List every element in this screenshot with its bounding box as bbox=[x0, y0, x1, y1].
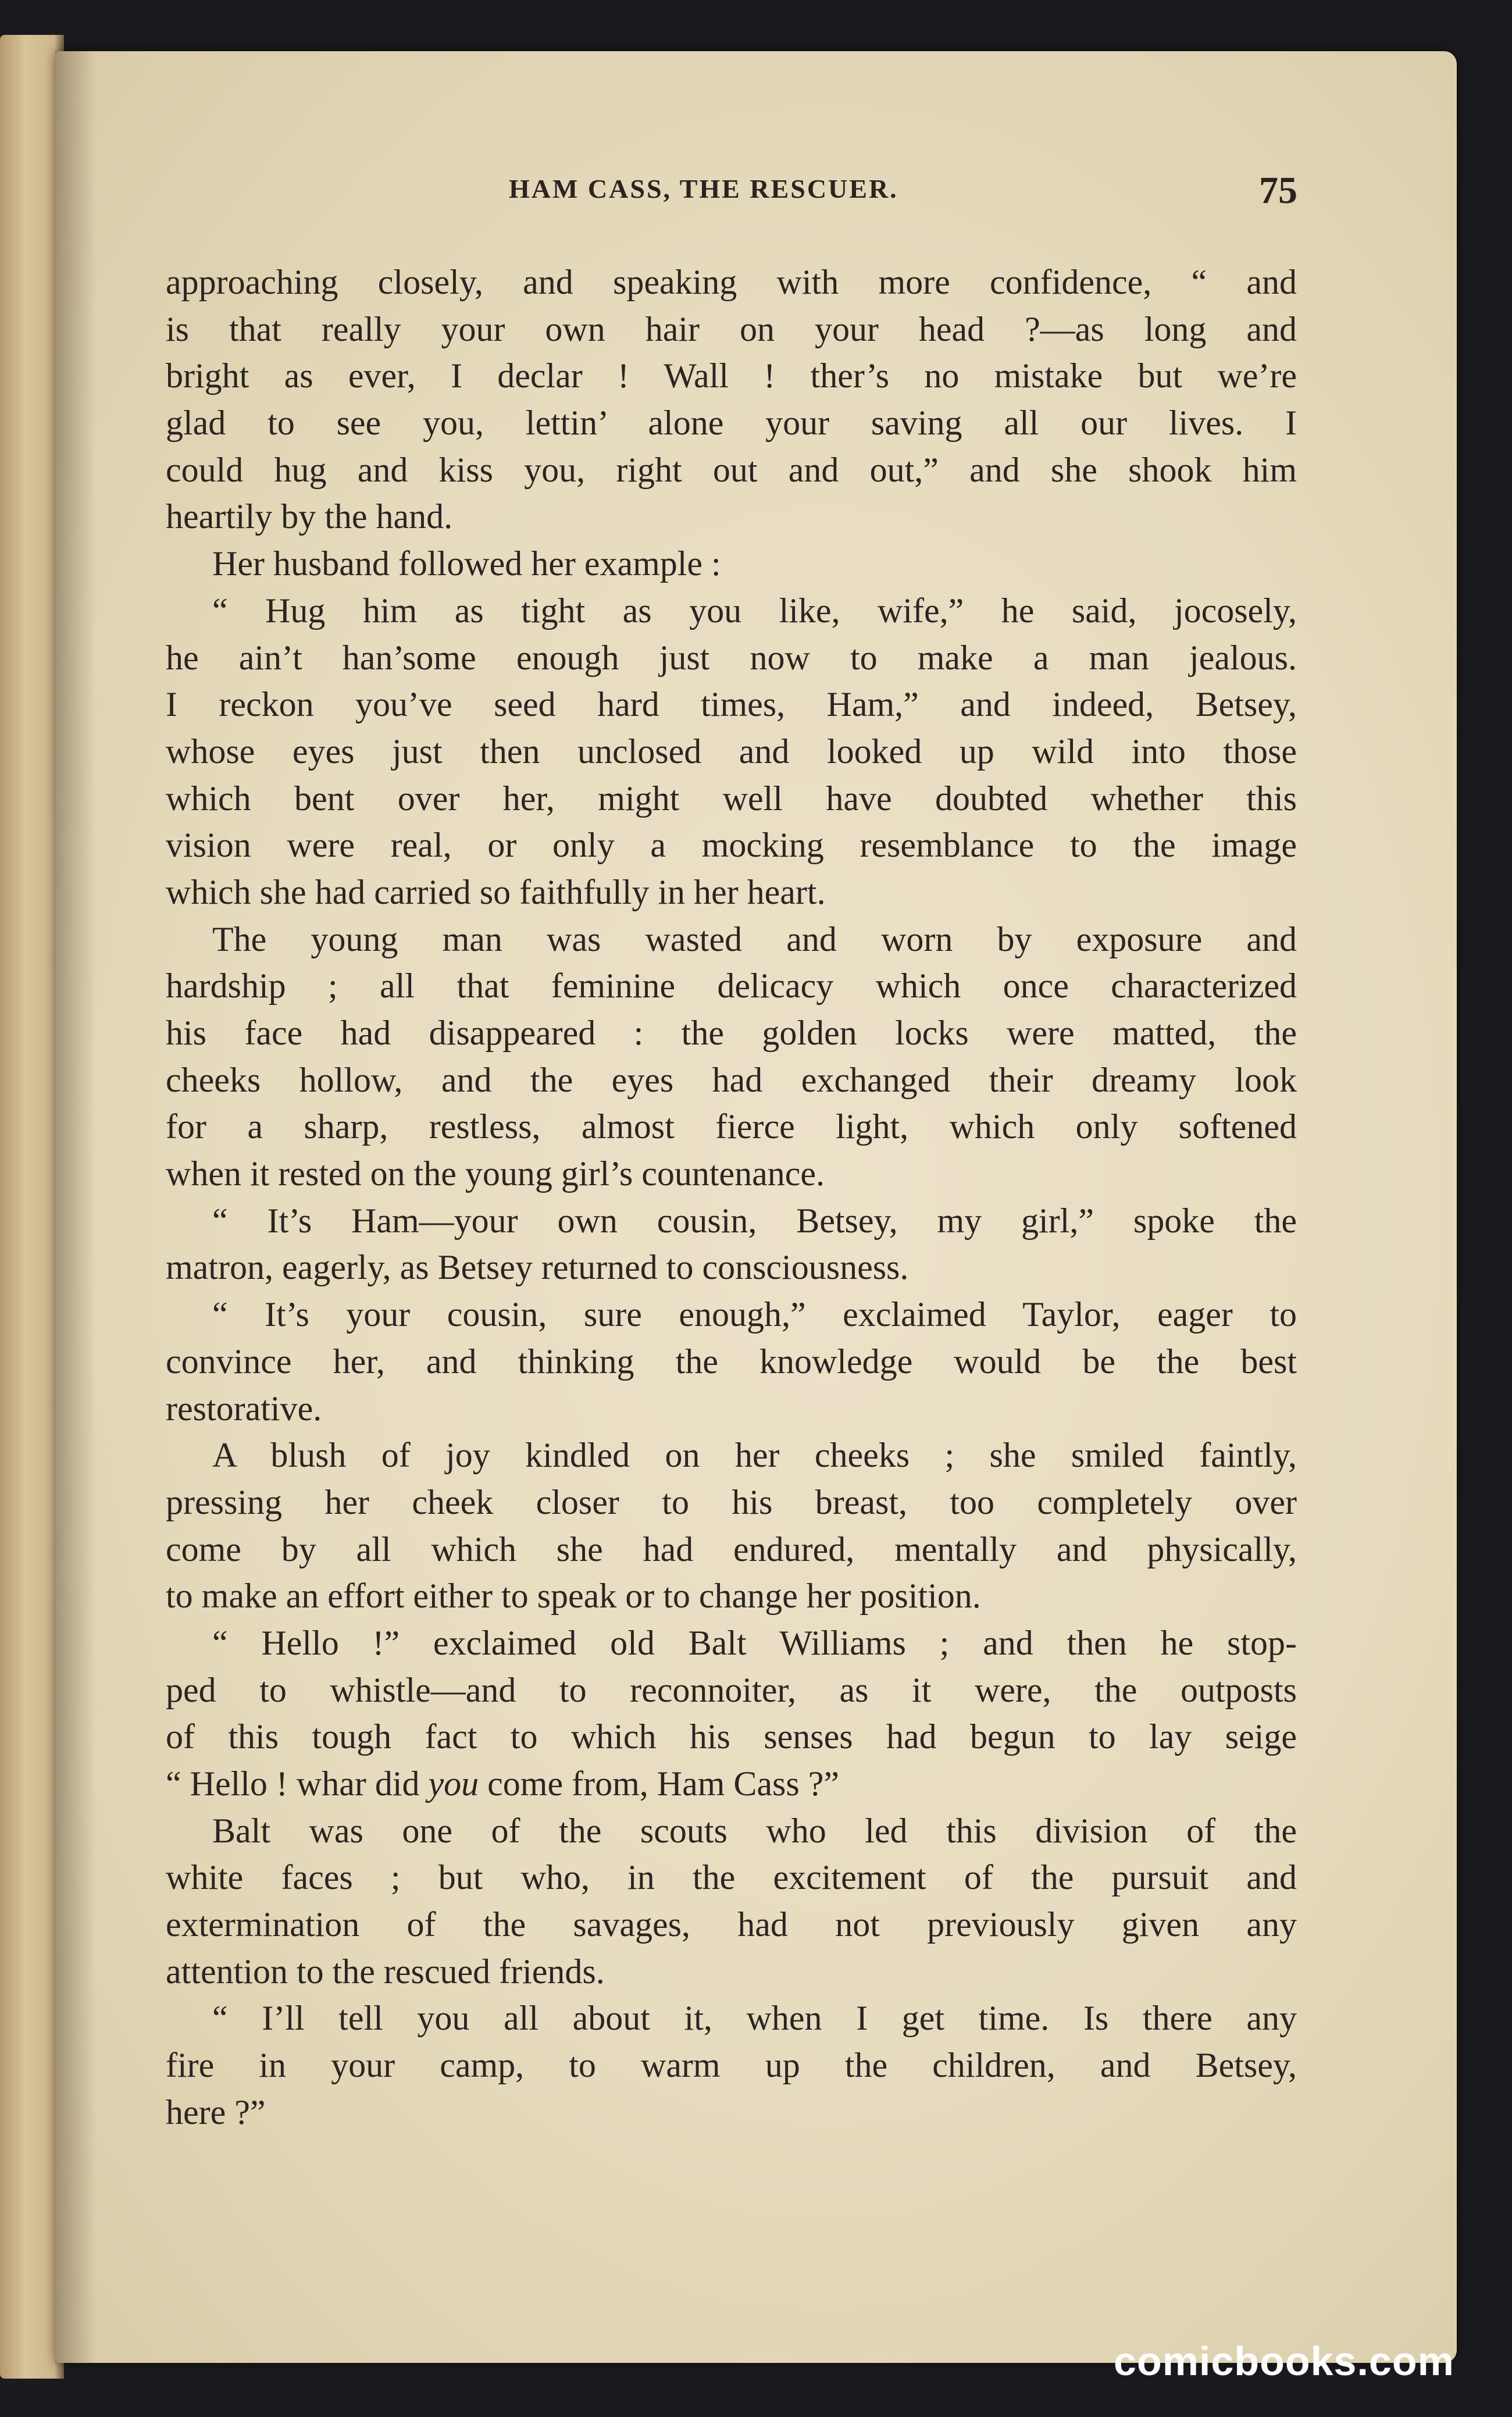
gutter-shadow bbox=[55, 51, 96, 2363]
text-line: cheeks hollow, and the eyes had exchanged their dreamy look bbox=[166, 1060, 1297, 1099]
text-line: when it rested on the young girl’s countenance. bbox=[166, 1154, 825, 1193]
text-line: convince her, and thinking the knowledge would be the best bbox=[166, 1342, 1297, 1381]
text-line: he ain’t han’some enough just now to make a man jealous. bbox=[166, 638, 1297, 677]
text-line: Balt was one of the scouts who led this division of the bbox=[212, 1811, 1297, 1850]
page-number: 75 bbox=[1259, 169, 1297, 212]
text-line: “ Hello !” exclaimed old Balt Williams ; and then he stop- bbox=[212, 1623, 1297, 1662]
italic-word: you bbox=[428, 1764, 479, 1803]
text-line: for a sharp, restless, almost fierce light, which only softened bbox=[166, 1107, 1297, 1146]
text-line: The young man was wasted and worn by exposure and bbox=[212, 919, 1297, 958]
text-line: of this tough fact to which his senses had begun to lay seige bbox=[166, 1717, 1297, 1756]
running-head bbox=[0, 169, 1512, 215]
text-line: “ Hug him as tight as you like, wife,” he said, jocosely, bbox=[212, 591, 1297, 630]
text-line: which she had carried so faithfully in her heart. bbox=[166, 872, 826, 911]
text-line: hardship ; all that feminine delicacy which once characterized bbox=[166, 967, 1297, 1006]
text-line: extermination of the savages, had not previously given any bbox=[166, 1905, 1297, 1944]
text-line: which bent over her, might well have doubted whether this bbox=[166, 779, 1297, 818]
running-title: HAM CASS, THE RESCUER. bbox=[509, 174, 898, 204]
text-line: “ It’s Ham—your own cousin, Betsey, my girl,” spoke the bbox=[212, 1201, 1297, 1240]
text-line: white faces ; but who, in the excitement of the pursuit and bbox=[166, 1858, 1297, 1897]
text-line: I reckon you’ve seed hard times, Ham,” and indeed, Betsey, bbox=[166, 685, 1297, 724]
text-line: glad to see you, lettin’ alone your saving all our lives. I bbox=[166, 404, 1297, 443]
text-line: come by all which she had endured, mentally and physically, bbox=[166, 1530, 1297, 1568]
text-line: could hug and kiss you, right out and out,” and she shook him bbox=[166, 450, 1297, 489]
text-line: vision were real, or only a mocking resemblance to the image bbox=[166, 826, 1297, 865]
text-line: matron, eagerly, as Betsey returned to consciousness. bbox=[166, 1248, 909, 1287]
text-line: approaching closely, and speaking with more confidence, “ and bbox=[166, 263, 1297, 301]
text-line: “ It’s your cousin, sure enough,” exclaimed Taylor, eager to bbox=[212, 1295, 1297, 1334]
text-span: “ Hello ! whar did bbox=[166, 1764, 420, 1803]
text-line: A blush of joy kindled on her cheeks ; she smiled faintly, bbox=[212, 1436, 1297, 1475]
text-span: come from, Ham Cass ?” bbox=[487, 1764, 839, 1803]
watermark: comicbooks.com bbox=[1114, 2338, 1454, 2384]
text-line: “ I’ll tell you all about it, when I get time. Is there any bbox=[212, 1999, 1297, 2038]
text-line: is that really your own hair on your head ?—as long and bbox=[166, 309, 1297, 348]
text-line: attention to the rescued friends. bbox=[166, 1952, 605, 1991]
text-line: here ?” bbox=[166, 2092, 266, 2131]
left-page-edge bbox=[0, 35, 64, 2379]
text-line: restorative. bbox=[166, 1389, 322, 1428]
text-line: ped to whistle—and to reconnoiter, as it were, the outposts bbox=[166, 1670, 1297, 1709]
text-line: pressing her cheek closer to his breast, too completely over bbox=[166, 1482, 1297, 1521]
text-line: Her husband followed her example : bbox=[212, 544, 721, 583]
text-line: bright as ever, I declar ! Wall ! ther’s no mistake but we’re bbox=[166, 357, 1297, 395]
text-line: fire in your camp, to warm up the children, and Betsey, bbox=[166, 2046, 1297, 2085]
text-line: heartily by the hand. bbox=[166, 497, 453, 536]
text-line bbox=[166, 1760, 1297, 1808]
text-line: his face had disappeared : the golden locks were matted, the bbox=[166, 1014, 1297, 1052]
text-line: to make an effort either to speak or to change her position. bbox=[166, 1577, 981, 1616]
body-text bbox=[166, 259, 1297, 2136]
text-line: whose eyes just then unclosed and looked up wild into those bbox=[166, 732, 1297, 771]
